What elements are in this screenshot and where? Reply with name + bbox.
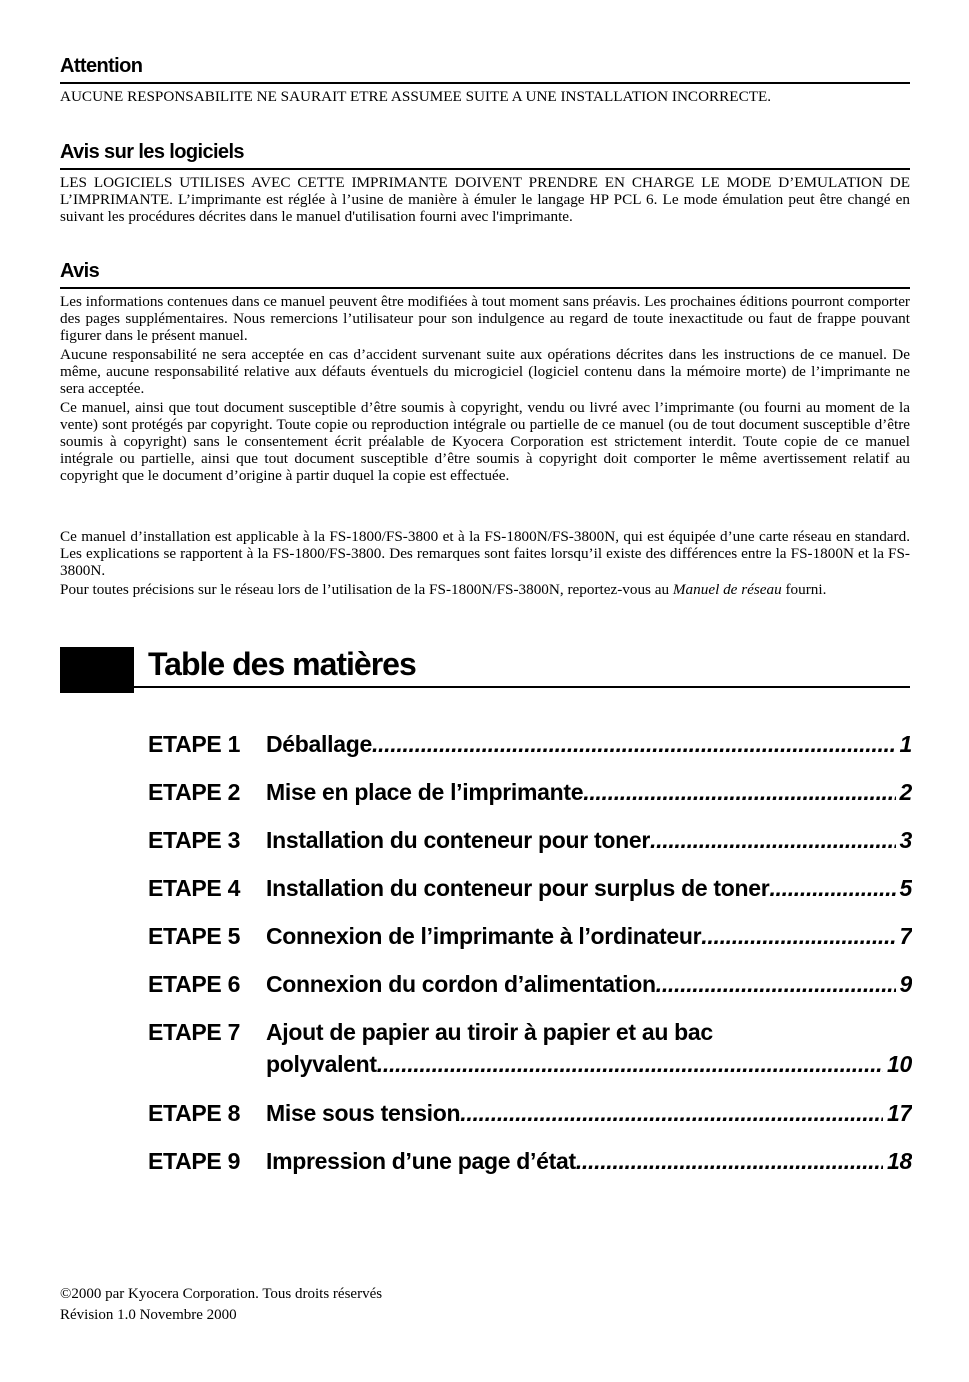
notice-paragraph: Les informations contenues dans ce manuel peuvent être modifiées à tout moment sans préavis. Les prochaines éditions pourront comporter des pages supplémentaires. Nous remercions l’utilisateur pour son indulgence au regard de toute inexactitude ou faut de frappe pouvant figurer dans le présent manuel. — [60, 293, 910, 344]
dot-leader — [769, 872, 895, 904]
divider — [60, 82, 910, 84]
divider — [60, 287, 910, 289]
toc-page-number: 18 — [887, 1148, 912, 1174]
software-text: LES LOGICIELS UTILISES AVEC CETTE IMPRIMANTE DOIVENT PRENDRE EN CHARGE LE MODE D’EMULATION DE L’IMPRIMANTE. L’imprimante est réglée à l’usine de manière à émuler le langage HP PCL 6. Le mode émulation peut être changé en suivant les procédures décrites dans le manuel d'utilisation fourni avec l'imprimante. — [60, 174, 910, 225]
toc-entry-title-line: Ajout de papier au tiroir à papier et au bac — [266, 1019, 713, 1045]
dot-leader — [460, 1097, 883, 1129]
toc-entry-title: Impression d’une page d’état — [266, 1148, 576, 1174]
applicability-section — [60, 528, 910, 600]
toc-page-number: 17 — [887, 1100, 912, 1126]
toc-entry-title: Installation du conteneur pour toner — [266, 827, 651, 853]
dot-leader — [656, 968, 896, 1000]
dot-leader — [576, 1145, 883, 1177]
toc-step: ETAPE 3 — [148, 827, 241, 853]
toc-step: ETAPE 5 — [148, 923, 241, 949]
attention-text: AUCUNE RESPONSABILITE NE SAURAIT ETRE ASSUMEE SUITE A UNE INSTALLATION INCORRECTE. — [60, 88, 772, 105]
dot-leader — [650, 824, 895, 856]
software-heading: Avis sur les logiciels — [60, 141, 244, 163]
dot-leader — [372, 728, 896, 760]
toc-page-number: 1 — [899, 731, 912, 757]
network-text: Pour toutes précisions sur le réseau lors de l’utilisation de la FS-1800N/FS-3800N, reportez-vous au — [60, 581, 673, 598]
notice-heading: Avis — [60, 260, 100, 282]
toc-marker-block — [60, 647, 134, 693]
notice-section — [60, 260, 910, 486]
dot-leader — [701, 920, 895, 952]
notice-paragraph: Ce manuel, ainsi que tout document susceptible d’être soumis à copyright, vendu ou livré avec l’imprimante (ou fourni au moment de la vente) sont protégés par copyright. Toute copie ou reproduction intégrale ou partielle de ce manuel (ou de tout document susceptible d’être soumis à copyright) sans le consentement écrit préalable de Kyocera Corporation est strictement interdit. Toute copie de ce manuel intégrale ou partielle, ainsi que tout document susceptible d’être soumis à copyright doit comporter le même avertissement relatif au copyright que le document d’origine à partir duquel la copie est effectuée. — [60, 399, 910, 484]
toc-step: ETAPE 1 — [148, 731, 241, 757]
network-paragraph — [60, 581, 910, 598]
divider — [60, 168, 910, 170]
toc-page-number: 10 — [887, 1051, 912, 1077]
toc-page-number: 5 — [899, 875, 912, 901]
attention-section — [60, 55, 910, 107]
dot-leader — [377, 1048, 883, 1080]
toc-step: ETAPE 2 — [148, 779, 241, 805]
toc-entry-title: polyvalent — [266, 1051, 377, 1077]
network-text-end: fourni. — [781, 581, 827, 598]
toc-entry-title: Mise sous tension — [266, 1100, 461, 1126]
toc-entry-title: Connexion de l’imprimante à l’ordinateur — [266, 923, 702, 949]
footer-revision: Révision 1.0 Novembre 2000 — [60, 1307, 237, 1323]
network-manual-title: Manuel de réseau — [672, 581, 782, 598]
toc-page-number: 7 — [899, 923, 912, 949]
applicability-paragraph: Ce manuel d’installation est applicable à la FS-1800/FS-3800 et à la FS-1800N/FS-3800N, qui est équipée d’une carte réseau en standard. Les explications se rapportent à la FS-1800/FS-3800. Des remarques sont faites lorsqu’il existe des différences entre la FS-1800N et la FS-3800N. — [60, 528, 910, 579]
toc-step: ETAPE 8 — [148, 1100, 241, 1126]
attention-heading: Attention — [60, 55, 143, 77]
toc-step: ETAPE 6 — [148, 971, 241, 997]
toc-step: ETAPE 9 — [148, 1148, 241, 1174]
toc-step: ETAPE 7 — [148, 1019, 241, 1045]
dot-leader — [583, 776, 895, 808]
toc-page-number: 9 — [899, 971, 912, 997]
toc-title: Table des matières — [148, 646, 416, 682]
toc-entry-title: Mise en place de l’imprimante — [266, 779, 584, 805]
notice-paragraph: Aucune responsabilité ne sera acceptée en cas d’accident survenant suite aux opérations décrites dans les instructions de ce manuel. De même, aucune responsabilité relative aux défauts éventuels du microgiciel (logiciel contenu dans la mémoire morte) de l’imprimante ne sera acceptée. — [60, 346, 910, 397]
toc-step: ETAPE 4 — [148, 875, 241, 901]
software-section — [60, 141, 910, 227]
toc-page-number: 3 — [899, 827, 912, 853]
toc-entry-title: Connexion du cordon d’alimentation — [266, 971, 656, 997]
toc-header — [60, 645, 910, 693]
toc-entry-title: Installation du conteneur pour surplus de toner — [266, 875, 770, 901]
toc-page-number: 2 — [899, 779, 912, 805]
footer-copyright: ©2000 par Kyocera Corporation. Tous droits réservés — [60, 1286, 383, 1302]
toc-entry-title: Déballage — [266, 731, 372, 757]
toc-rule — [134, 686, 910, 688]
